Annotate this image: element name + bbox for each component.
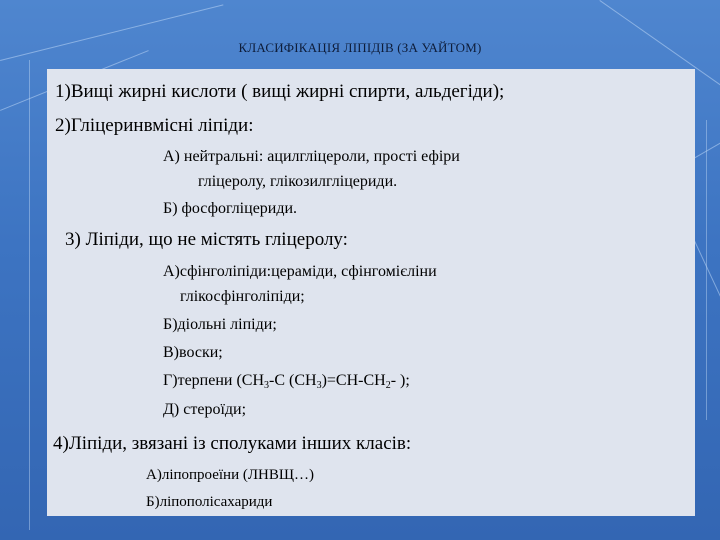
slide-title: КЛАСИФІКАЦІЯ ЛІПІДІВ (ЗА УАЙТОМ) — [238, 40, 482, 55]
list-item: 4)Ліпіди, звязані із сполуками інших класів: — [53, 433, 412, 454]
content-panel — [47, 69, 695, 516]
list-item: 1)Вищі жирні кислоти ( вищі жирні спирти, альдегіди); — [55, 81, 505, 102]
sub-list-item: глікосфінголіпіди; — [180, 288, 305, 305]
list-item: 3) Ліпіди, що не містять гліцеролу: — [65, 229, 348, 250]
sub-list-item: В)воски; — [163, 344, 223, 361]
sub-list-item-terpenes: Г)терпени ($СН_3-С$ $(СН_3)=СН-СН_2-$ ); — [163, 372, 410, 391]
decorative-line — [706, 120, 707, 420]
sub-list-item: А) нейтральні: ацилгліцероли, прості ефіри — [163, 148, 460, 165]
sub-list-item: Б)ліпополісахариди — [146, 494, 273, 510]
sub-list-item: Б) фосфогліцериди. — [163, 200, 298, 217]
sub-list-item: А)сфінголіпіди:цераміди, сфінгомієліни — [163, 263, 437, 280]
sub-list-item: гліцеролу, глікозилгліцериди. — [198, 173, 398, 190]
list-item: 2)Гліцеринвмісні ліпіди: — [55, 115, 254, 136]
sub-list-item: А)ліпопроеїни (ЛНВЩ…) — [146, 467, 314, 483]
sub-list-item: Д) стероїди; — [163, 401, 247, 418]
decorative-line — [29, 60, 30, 530]
sub-list-item: Б)діольні ліпіди; — [163, 316, 277, 333]
